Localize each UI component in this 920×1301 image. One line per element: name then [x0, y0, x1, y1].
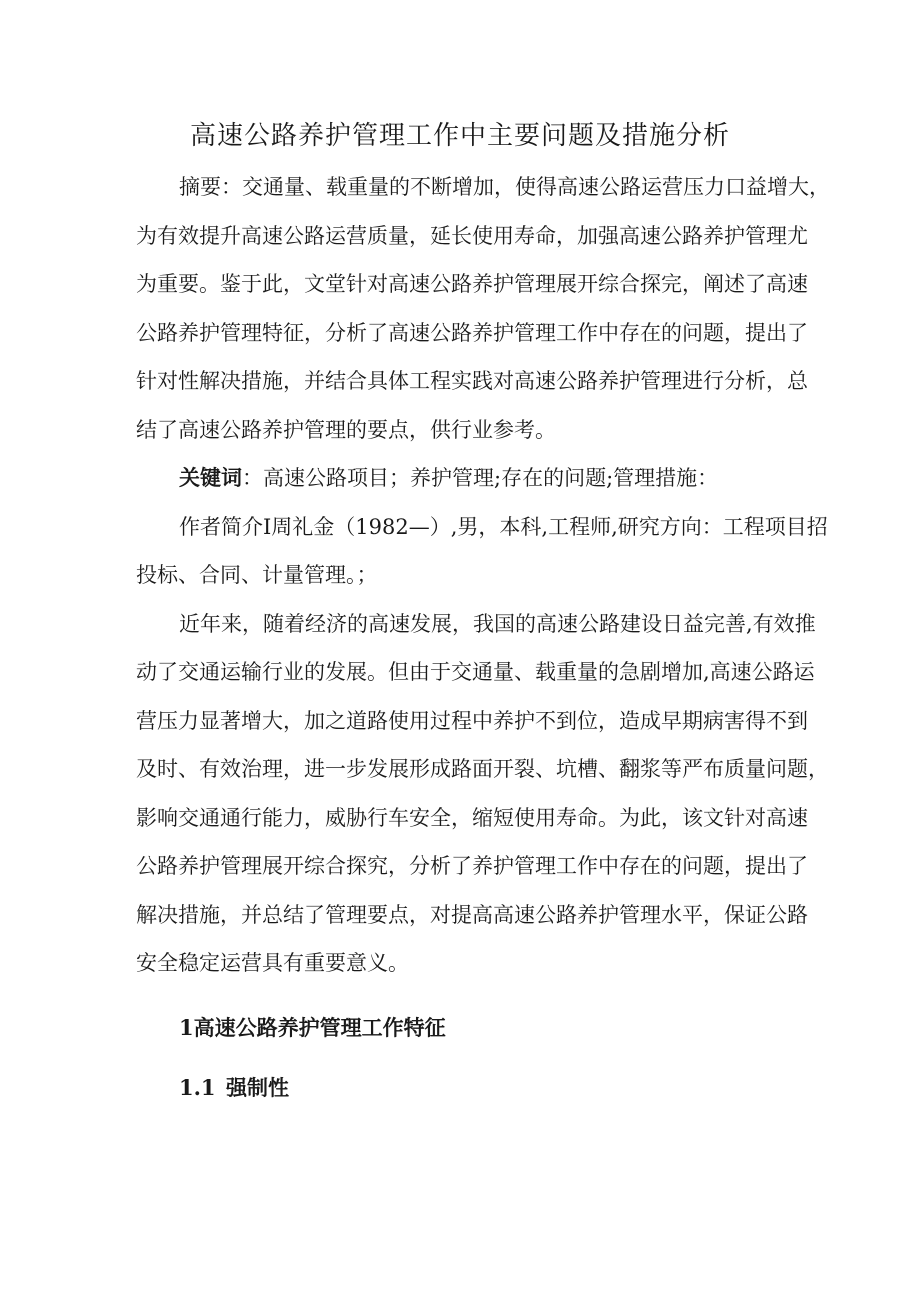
document-title: 高速公路养护管理工作中主要问题及措施分析	[189, 121, 730, 151]
author-line: 投标、合同、计量管理。；	[136, 563, 378, 587]
abstract-line: 为有效提升高速公路运营质量，延长使用寿命，加强高速公路养护管理尤	[136, 224, 808, 248]
subsection-heading	[179, 1073, 289, 1103]
keywords-text: ：高速公路项目；养护管理;存在的问题;管理措施：	[242, 466, 719, 490]
section-number: 1	[179, 1015, 194, 1040]
subsection-title: 强制性	[226, 1076, 289, 1100]
section-heading	[179, 1013, 446, 1043]
intro-line: 影响交通通行能力，威胁行车安全，缩短使用寿命。为此，该文针对高速	[136, 806, 808, 830]
section-title: 高速公路养护管理工作特征	[193, 1016, 446, 1040]
intro-line: 及时、有效治理，进一步发展形成路面开裂、坑槽、翻浆等严布质量问题，	[136, 757, 829, 781]
keywords-paragraph	[179, 463, 718, 493]
abstract-line: 公路养护管理特征，分析了高速公路养护管理工作中存在的问题，提出了	[136, 321, 808, 345]
intro-line: 动了交通运输行业的发展。但由于交通量、载重量的急剧增加,高速公路运	[136, 660, 815, 684]
intro-line: 近年来，随着经济的高速发展，我国的高速公路建设日益完善,有效推	[179, 612, 816, 636]
intro-line: 解决措施，并总结了管理要点，对提高高速公路养护管理水平，保证公路	[136, 903, 808, 927]
subsection-number: 1.1	[179, 1075, 216, 1100]
abstract-line: 摘要：交通量、载重量的不断增加，使得高速公路运营压力口益增大，	[179, 175, 830, 199]
abstract-line: 针对性解决措施，并结合具体工程实践对高速公路养护管理进行分析，总	[136, 369, 808, 393]
intro-line: 营压力显著增大，加之道路使用过程中养护不到位，造成早期病害得不到	[136, 709, 808, 733]
intro-line: 公路养护管理展开综合探究，分析了养护管理工作中存在的问题，提出了	[136, 854, 808, 878]
author-line: 作者简介I周礼金（1982—）,男，本科,工程师,研究方向：工程项目招	[179, 515, 828, 539]
abstract-line: 为重要。鉴于此，文堂针对高速公路养护管理展开综合探完，阐述了高速	[136, 272, 808, 296]
keywords-label: 关键词	[179, 465, 242, 490]
abstract-line: 结了高速公路养护管理的要点，供行业参考。	[136, 418, 556, 442]
intro-line: 安全稳定运营具有重要意义。	[136, 951, 409, 975]
